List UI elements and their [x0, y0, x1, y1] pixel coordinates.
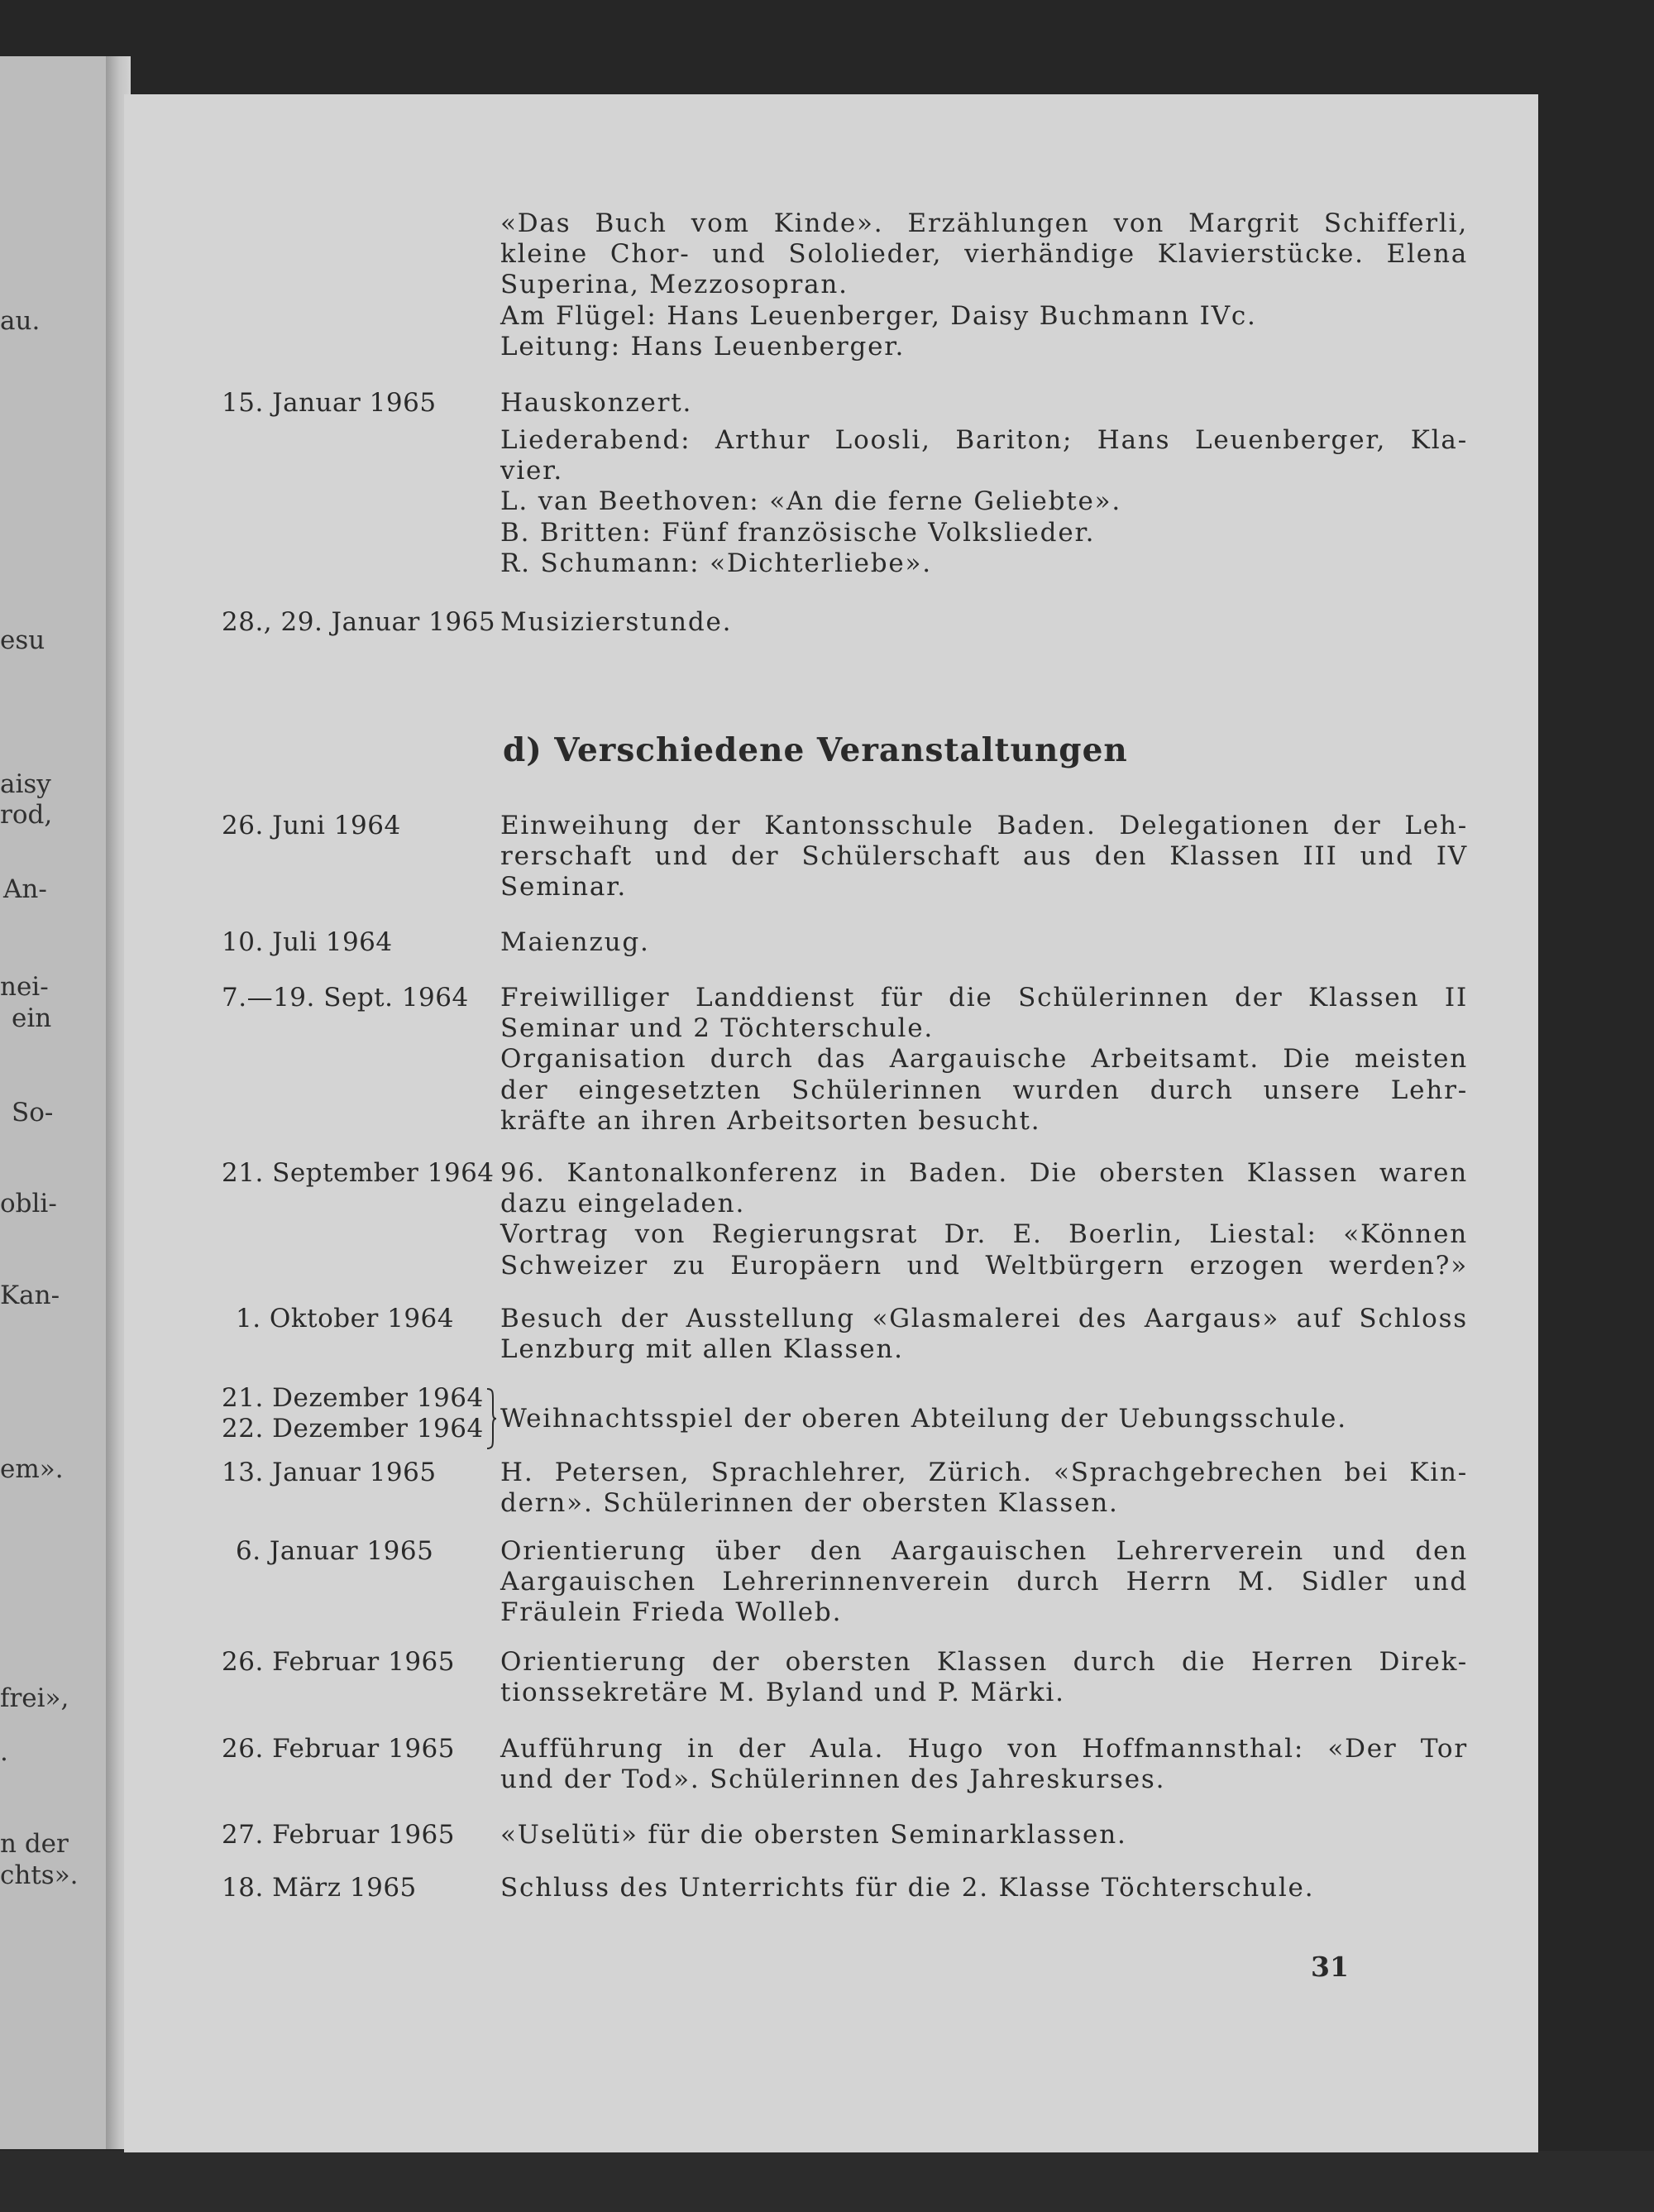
- text-line: Musizierstunde.: [500, 607, 733, 637]
- left-page-fragment: chts».: [0, 1860, 79, 1890]
- left-page-fragment: rod,: [0, 800, 53, 830]
- text-line: L. van Beethoven: «An die ferne Geliebte».: [500, 486, 1122, 517]
- text-line: Schluss des Unterrichts für die 2. Klasse Töchterschule.: [500, 1873, 1315, 1903]
- text-line: vier.: [500, 456, 564, 486]
- event-text: [500, 1458, 1468, 1519]
- text-line: Superina, Mezzosopran.: [500, 270, 849, 300]
- text-line: R. Schumann: «Dichterliebe».: [500, 548, 932, 578]
- event-text: [500, 1304, 1468, 1365]
- left-page-fragment: aisy: [0, 769, 51, 799]
- text-line: Schweizer zu Europäern und Weltbürgern erzogen werden?»: [500, 1250, 1468, 1281]
- left-page-fragment: An-: [3, 874, 47, 904]
- event-text: [500, 1647, 1468, 1708]
- text-line: Einweihung der Kantonsschule Baden. Delegationen der Leh-: [500, 811, 1468, 840]
- text-line: Seminar.: [500, 872, 628, 903]
- event-date: 26. Juni 1964: [222, 811, 401, 840]
- text-line: Aufführung in der Aula. Hugo von Hoffmannsthal: «Der Tor: [500, 1734, 1468, 1764]
- text-line: kleine Chor- und Sololieder, vierhändige Klavierstücke. Elena: [500, 239, 1468, 270]
- event-date: 26. Februar 1965: [222, 1647, 455, 1677]
- text-line: Am Flügel: Hans Leuenberger, Daisy Buchmann IVc.: [500, 300, 1257, 331]
- text-line: der eingesetzten Schülerinnen wurden durch unsere Lehr-: [500, 1075, 1468, 1105]
- text-line: Lenzburg mit allen Klassen.: [500, 1334, 904, 1365]
- event-text: [500, 811, 1468, 903]
- text-line: B. Britten: Fünf französische Volkslieder.: [500, 517, 1096, 548]
- text-line: Fräulein Frieda Wolleb.: [500, 1597, 843, 1628]
- event-date-line: 22. Dezember 1964: [222, 1414, 484, 1444]
- text-line: tionssekretäre M. Byland und P. Märki.: [500, 1678, 1065, 1708]
- text-line: Maienzug.: [500, 927, 650, 957]
- event-date: 21. September 1964: [222, 1158, 495, 1188]
- left-page-fragment: So-: [12, 1098, 54, 1128]
- text-line: Besuch der Ausstellung «Glasmalerei des Aargaus» auf Schloss: [500, 1304, 1468, 1333]
- left-page-fragment: ein: [12, 1003, 52, 1033]
- left-page-fragment: esu: [0, 625, 45, 655]
- event-date: 13. Januar 1965: [222, 1458, 437, 1487]
- text-line: Liederabend: Arthur Loosli, Bariton; Hans Leuenberger, Kla-: [500, 425, 1468, 455]
- event-text: [500, 1404, 1468, 1434]
- entry-date: 28., 29. Januar 1965: [222, 607, 496, 637]
- event-text: [500, 927, 1468, 958]
- left-page-fragment: em».: [0, 1454, 64, 1484]
- right-page: [124, 94, 1538, 2152]
- entry-text: [500, 607, 1468, 638]
- text-line: Seminar und 2 Töchterschule.: [500, 1013, 935, 1044]
- text-line: Orientierung über den Aargauischen Lehrerverein und den: [500, 1536, 1468, 1566]
- left-page-fragment: .: [0, 1737, 8, 1767]
- text-line: Aargauischen Lehrerinnenverein durch Herrn M. Sidler und: [500, 1567, 1468, 1597]
- text-line: rerschaft und der Schülerschaft aus den Klassen III und IV: [500, 841, 1468, 872]
- text-line: Freiwilliger Landdienst für die Schülerinnen der Klassen II: [500, 983, 1468, 1013]
- text-line: kräfte an ihren Arbeitsorten besucht.: [500, 1105, 1041, 1136]
- scan-background: [0, 2151, 1654, 2212]
- event-date: 18. März 1965: [222, 1873, 417, 1903]
- event-text: [500, 983, 1468, 1137]
- event-date: 10. Juli 1964: [222, 927, 393, 957]
- text-line: Vortrag von Regierungsrat Dr. E. Boerlin, Liestal: «Können: [500, 1219, 1468, 1250]
- event-text: [500, 1820, 1468, 1851]
- entry-date: 15. Januar 1965: [222, 388, 437, 418]
- event-date: 7.—19. Sept. 1964: [222, 983, 469, 1013]
- text-line: und der Tod». Schülerinnen des Jahreskurses.: [500, 1764, 1166, 1795]
- left-page-fragment: obli-: [0, 1189, 57, 1219]
- event-text: [500, 1734, 1468, 1795]
- text-line: Hauskonzert.: [500, 388, 693, 418]
- text-line: H. Petersen, Sprachlehrer, Zürich. «Sprachgebrechen bei Kin-: [500, 1458, 1468, 1487]
- text-line: «Das Buch vom Kinde». Erzählungen von Margrit Schifferli,: [500, 208, 1468, 238]
- event-text: [500, 1536, 1468, 1629]
- brace-icon: [485, 1387, 497, 1450]
- text-line: Orientierung der obersten Klassen durch die Herren Direk-: [500, 1647, 1468, 1677]
- text-line: Leitung: Hans Leuenberger.: [500, 331, 906, 361]
- section-heading: d) Verschiedene Veranstaltungen: [503, 731, 1128, 769]
- event-date-line: 21. Dezember 1964: [222, 1383, 484, 1413]
- text-line: «Uselüti» für die obersten Seminarklassen.: [500, 1820, 1127, 1850]
- event-date: 1. Oktober 1964: [236, 1304, 455, 1333]
- event-date: 26. Februar 1965: [222, 1734, 455, 1764]
- left-page-fragment: frei»,: [0, 1683, 69, 1713]
- left-page-fragment: n der: [0, 1829, 69, 1859]
- page-number: 31: [1311, 1951, 1349, 1983]
- text-line: Organisation durch das Aargauische Arbeitsamt. Die meisten: [500, 1044, 1468, 1075]
- text-line: Weihnachtsspiel der oberen Abteilung der Uebungsschule.: [500, 1404, 1347, 1434]
- text-line: 96. Kantonalkonferenz in Baden. Die obersten Klassen waren: [500, 1158, 1468, 1188]
- event-date: 6. Januar 1965: [236, 1536, 434, 1566]
- event-date: 27. Februar 1965: [222, 1820, 455, 1850]
- left-page-fragment: Kan-: [0, 1281, 60, 1310]
- left-page: [0, 56, 116, 2149]
- event-text: [500, 1158, 1468, 1281]
- left-page-fragment: nei-: [0, 972, 49, 1002]
- event-text: [500, 1873, 1468, 1903]
- entry-text: [500, 388, 1468, 419]
- entry-text: [500, 208, 1468, 362]
- entry-text: [500, 425, 1468, 579]
- text-line: dern». Schülerinnen der obersten Klassen.: [500, 1488, 1119, 1519]
- left-page-fragment: au.: [0, 306, 41, 336]
- text-line: dazu eingeladen.: [500, 1189, 746, 1219]
